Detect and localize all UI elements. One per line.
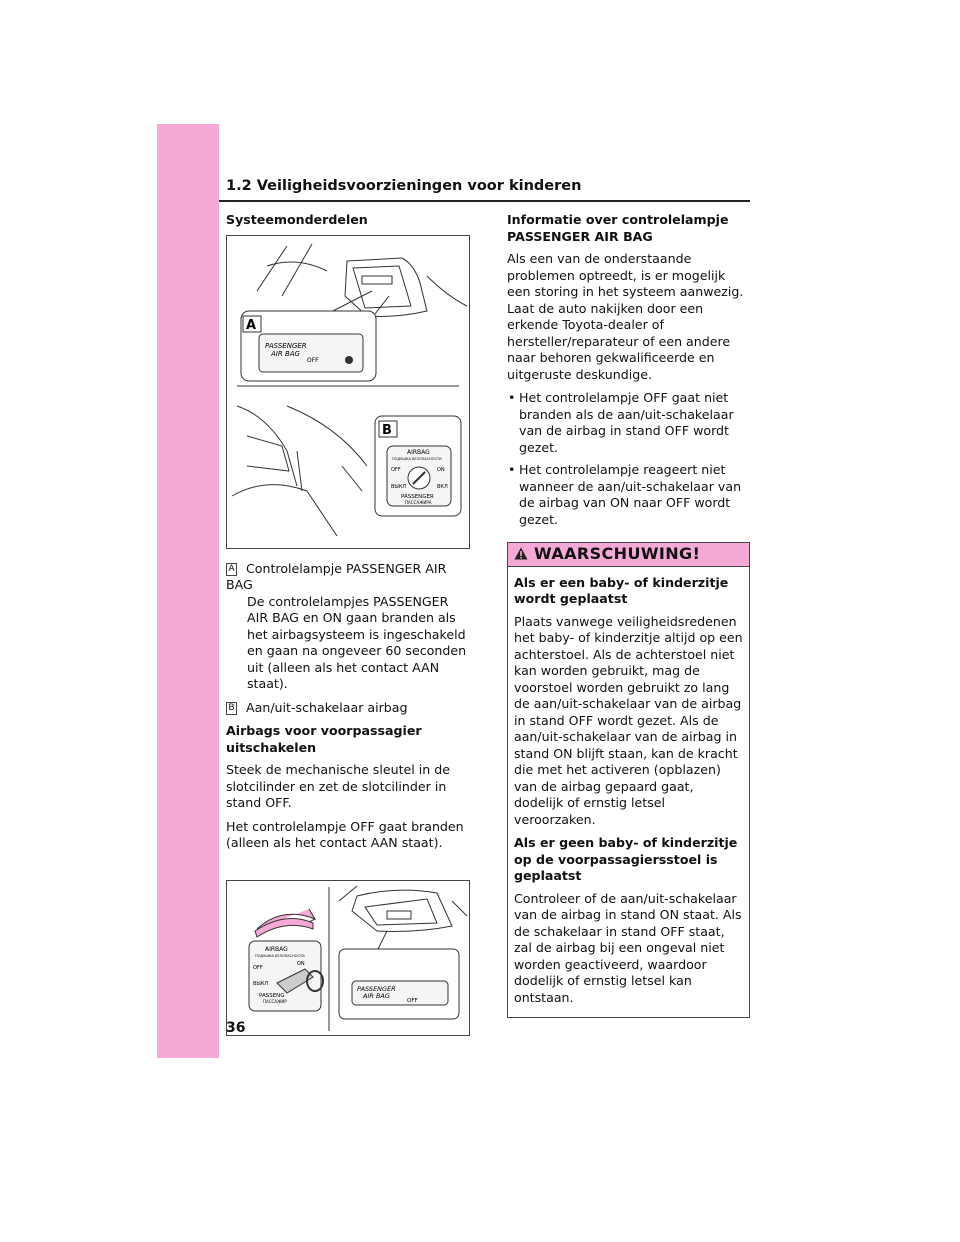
warning-heading-no-seat: Als er geen baby- of kinderzitje op de voorpassagiersstoel is geplaatst [514,835,738,883]
panel-off-text: OFF [307,356,319,364]
figure-label-a: A [246,317,257,333]
caption-b-label: B [226,702,237,715]
paragraph-off-lamp: Het controlelampje OFF gaat branden (alleen als het contact AAN staat). [226,818,464,850]
left-column [226,212,470,1048]
page-side-tab [157,124,219,1058]
caption-a-title: Controlelampje PASSENGER AIR BAG [226,560,447,592]
key-switch-off-text: OFF [253,964,263,971]
header-rule [219,200,750,202]
section-header: 1.2 Veiligheidsvoorzieningen voor kinderen [226,178,582,194]
figure-system-parts [226,235,470,549]
panel-passenger-text: PASSENGER [265,341,307,350]
figure-label-b: B [382,422,392,438]
switch-ru-text: ПОДУШКА БЕЗОПАСНОСТИ [392,456,442,461]
page-number: 36 [226,1020,246,1036]
warning-heading-seat-installed: Als er een baby- of kinderzitje wordt geplaatst [514,574,729,606]
switch-vykl-text: ВЫКЛ [391,483,407,490]
key-switch-vykl-text: ВЫКЛ [253,980,269,987]
key-switch-passenger-text: PASSENG [259,992,285,999]
switch-vkl-text: ВКЛ [437,483,448,490]
panel-airbag-text: AIR BAG [271,349,300,358]
switch-airbag-text: AIRBAG [407,448,430,456]
key-switch-ru-text: ПОДУШКА БЕЗОПАСНОСТИ [255,953,305,958]
warning-paragraph-no-seat: Controleer of de aan/uit-schakelaar van de airbag in stand ON staat. Als de schakelaar in stand OFF staat, zal de airbag bij een ongeval niet worden geactiveerd, waardoor dodelijk of ernstig letsel kan ontstaan. [514,890,742,1005]
caption-a-label: A [226,563,237,576]
key-switch-airbag-text: AIRBAG [265,945,288,953]
switch-off-text: OFF [391,466,401,473]
paragraph-intro: Als een van de onderstaande problemen optreedt, is er mogelijk een storing in het systeem aanwezig. Laat de auto nakijken door een erkende Toyota-dealer of hersteller/reparateur of een andere naar behoren gekwalificeerde en uitgeruste deskundige. [507,251,744,382]
heading-disable-airbags: Airbags voor voorpassagier uitschakelen [226,723,422,755]
switch-passenger-text: PASSENGER [401,493,434,500]
warning-title-text: WAARSCHUWING! [533,544,701,563]
right-column [507,212,750,1018]
caption-a [226,561,470,693]
switch-ru2-text: ПАССАЖИРА [405,499,432,505]
heading-indicator-info: Informatie over controlelampje PASSENGER AIR BAG [507,212,729,244]
warning-body [508,567,749,1018]
paragraph-insert-key: Steek de mechanische sleutel in de slotcilinder en zet de slotcilinder in stand OFF. [226,762,451,810]
key-panel-airbag-text: AIR BAG [363,991,390,1000]
figure-key-switch-drawing [227,881,469,1035]
heading-system-parts: Systeemonderdelen [226,212,368,227]
figure-system-parts-drawing [227,236,469,548]
key-panel-off-text: OFF [407,997,418,1004]
key-switch-ru2-text: ПАССАЖИР [263,998,287,1004]
warning-icon [514,547,528,560]
key-panel-passenger-text: PASSENGER [357,984,396,993]
key-switch-on-text: ON [297,960,305,967]
figure-key-switch [226,880,470,1036]
caption-b-title: Aan/uit-schakelaar airbag [246,699,408,715]
caption-a-text: De controlelampjes PASSENGER AIR BAG en ON gaan branden als het airbagsysteem is ingeschakeld en gaan na ongeveer 60 seconden uit (alleen als het contact AAN staat). [247,593,467,691]
caption-b [226,700,470,717]
list-item: • Het controlelampje reageert niet wanneer de aan/uit-schakelaar van de airbag van ON naar OFF wordt gezet. [507,462,750,528]
bullet-list [507,390,750,528]
warning-title [508,543,749,567]
list-item: • Het controlelampje OFF gaat niet branden als de aan/uit-schakelaar van de airbag in stand OFF wordt gezet. [507,390,750,456]
warning-box [507,542,750,1018]
switch-on-text: ON [437,466,445,473]
warning-paragraph-seat-installed: Plaats vanwege veiligheidsredenen het baby- of kinderzitje altijd op een achterstoel. Als de achterstoel niet kan worden gebruikt, mag de voorstoel worden gebruikt zo lang de aan/uit-schakelaar van de airbag in stand OFF wordt gezet. Als de aan/uit-schakelaar van de airbag in stand ON blijft staan, kan de kracht die met het activeren (opblazen) van de airbag gepaard gaat, dodelijk of ernstig letsel veroorzaken. [514,613,743,827]
